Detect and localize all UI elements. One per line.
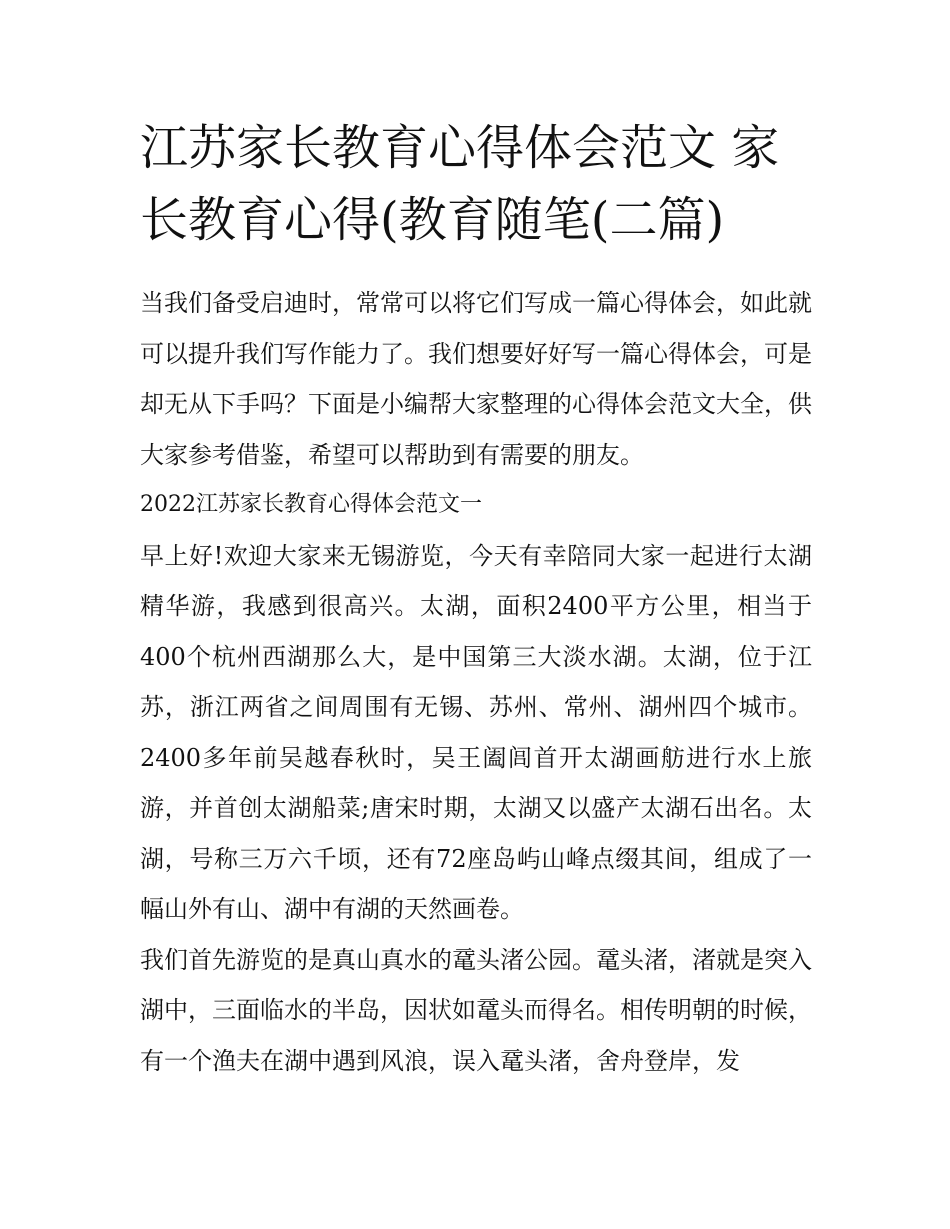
body-paragraph-2: 我们首先游览的是真山真水的鼋头渚公园。鼋头渚，渚就是突入湖中，三面临水的半岛，因状如鼋头而得名。相传明朝的时候，有一个渔夫在湖中遇到风浪，误入鼋头渚，舍舟登岸，发	[140, 945, 812, 1075]
document-page	[140, 112, 812, 1086]
section-heading: 2022江苏家长教育心得体会范文一	[140, 492, 482, 517]
intro-paragraph: 当我们备受启迪时，常常可以将它们写成一篇心得体会，如此就可以提升我们写作能力了。我们想要好好写一篇心得体会，可是却无从下手吗？下面是小编帮大家整理的心得体会范文大全，供大家参考借鉴，希望可以帮助到有需要的朋友。	[140, 289, 812, 469]
document-title: 江苏家长教育心得体会范文 家长教育心得(教育随笔(二篇)	[140, 120, 780, 248]
body-paragraph-1: 早上好!欢迎大家来无锡游览，今天有幸陪同大家一起进行太湖精华游，我感到很高兴。太湖，面积2400平方公里，相当于400个杭州西湖那么大，是中国第三大淡水湖。太湖，位于江苏，浙江两省之间周围有无锡、苏州、常州、湖州四个城市。2400多年前吴越春秋时，吴王阖闾首开太湖画舫进行水上旅游，并首创太湖船菜;唐宋时期，太湖又以盛产太湖石出名。太湖，号称三万六千顷，还有72座岛屿山峰点缀其间，组成了一幅山外有山、湖中有湖的天然画卷。	[140, 541, 812, 923]
